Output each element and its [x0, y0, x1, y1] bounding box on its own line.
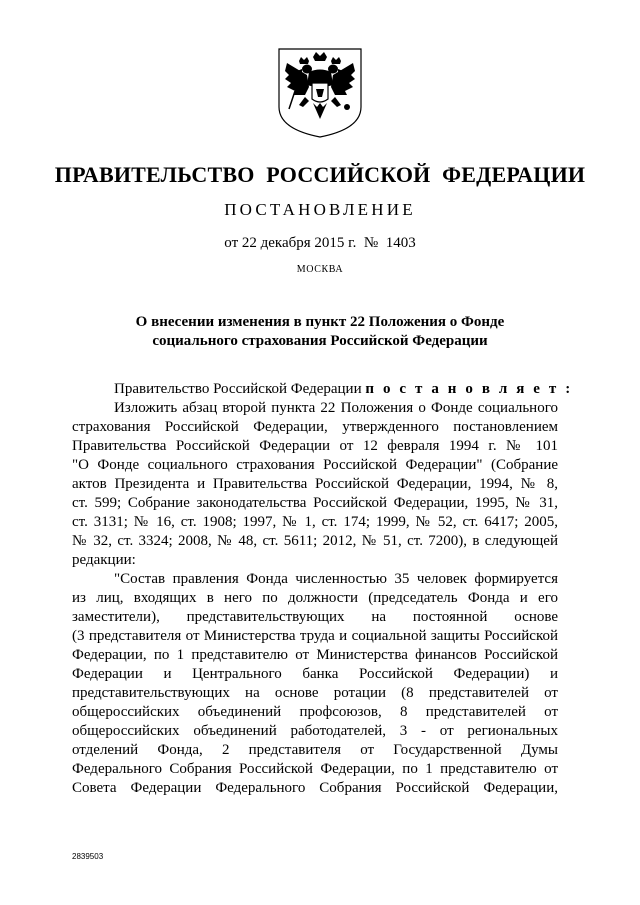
government-title: ПРАВИТЕЛЬСТВО РОССИЙСКОЙ ФЕДЕРАЦИИ [54, 162, 586, 187]
body-line: "Состав правления Фонда численностью 35 человек формируется [114, 571, 558, 587]
body-line: актов Президента и Правительства Российской Федерации, 1994, № 8, [72, 476, 558, 492]
body-line: отделений Фонда, 2 представителя от Государственной Думы [72, 742, 558, 758]
body-line: "О Фонде социального страхования Российской Федерации" (Собрание [72, 457, 558, 473]
document-code: 2839503 [72, 852, 104, 861]
body-line: общероссийских объединений работодателей, 3 - от региональных [72, 723, 558, 739]
body-line: представительствующих на основе ротации (8 представителей от [72, 685, 558, 701]
body-line: Изложить абзац второй пункта 22 Положения о Фонде социального [114, 400, 558, 416]
body-line: редакции: [72, 552, 136, 568]
document-city: МОСКВА [296, 264, 344, 275]
body-line: общероссийских объединений профсоюзов, 8 представителей от [72, 704, 558, 720]
body-line: страхования Российской Федерации, утвержденного постановлением [72, 419, 558, 435]
body-line: Совета Федерации Федерального Собрания Российской Федерации, [72, 780, 558, 796]
document-type: ПОСТАНОВЛЕНИЕ [224, 200, 416, 219]
body-line: Федерации и Центрального банка Российской Федерации) и [72, 666, 558, 682]
body-line: ст. 3131; № 16, ст. 1908; 1997, № 1, ст. 174; 1999, № 52, ст. 6417; 2005, [72, 514, 558, 530]
intro-verb: п о с т а н о в л я е т : [365, 381, 573, 397]
coat-of-arms-emblem [275, 45, 365, 140]
document-body [72, 380, 573, 798]
intro-line [72, 380, 573, 399]
intro-prefix: Правительство Российской Федерации [114, 381, 366, 397]
subject-line: О внесении изменения в пункт 22 Положения о Фонде [135, 314, 505, 330]
body-line: № 32, ст. 3324; 2008, № 48, ст. 5611; 2012, № 51, ст. 7200), в следующей [72, 533, 558, 549]
body-line: из лиц, входящих в него по должности (председатель Фонда и его [72, 590, 558, 606]
body-line: ст. 599; Собрание законодательства Российской Федерации, 1995, № 31, [72, 495, 558, 511]
body-line: Федерации, по 1 представителю от Министерства финансов Российской [72, 647, 558, 663]
document-subject [0, 313, 640, 351]
body-line: (3 представителя от Министерства труда и социальной защиты Российской [72, 628, 558, 644]
subject-line: социального страхования Российской Федерации [152, 333, 488, 349]
body-line: Федерального Собрания Российской Федерации, по 1 представителю от [72, 761, 558, 777]
body-line: Правительства Российской Федерации от 12 февраля 1994 г. № 101 [72, 438, 558, 454]
body-line: заместители), представительствующих на постоянной основе [72, 609, 558, 625]
document-date-number: от 22 декабря 2015 г. № 1403 [224, 235, 416, 251]
